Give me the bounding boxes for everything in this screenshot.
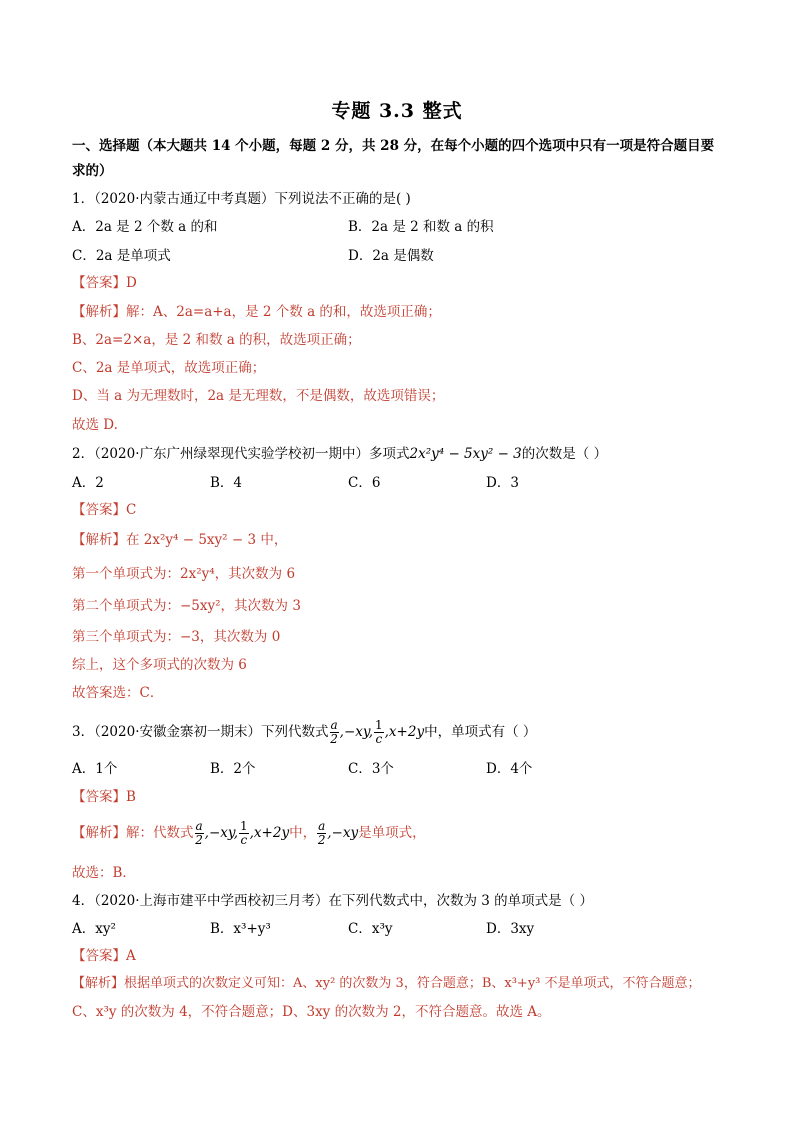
fraction-1-over-c: $\frac{1}{c}$ xyxy=(375,718,383,746)
q1-option-c: C．2a 是单项式 xyxy=(72,248,171,264)
fraction-a-over-2: $\frac{a}{2}$ xyxy=(195,819,203,847)
q3-stem: 3．（2020·安徽金寨初一期末）下列代数式 $\frac{a}{2}$ ,−xy, $\frac{1}{c}$ ,x+2y中，单项式有（ ） xyxy=(72,718,537,746)
q2-analysis-4: 第三个单项式为：−3，其次数为 0 xyxy=(72,629,281,645)
q2-expression: 2x²y⁴ − 5xy² − 3 xyxy=(409,446,522,462)
q3-option-d: D．4个 xyxy=(486,761,533,777)
q2-option-b: B．4 xyxy=(210,475,243,491)
q3-option-a: A．1个 xyxy=(72,761,118,777)
q4-option-d: D．3xy xyxy=(486,921,535,937)
q4-stem: 4．（2020·上海市建平中学西校初三月考）在下列代数式中，次数为 3 的单项式是（ ） xyxy=(72,893,593,909)
q1-option-d: D．2a 是偶数 xyxy=(348,248,434,264)
page-title: 专题 3.3 整式 xyxy=(331,100,463,122)
q4-option-c: C．x³y xyxy=(348,921,393,937)
q4-option-a: A．xy² xyxy=(72,921,116,937)
q2-stem xyxy=(72,445,607,463)
q1-analysis-1 xyxy=(72,303,441,321)
q2-stem-text: 2．（2020·广东广州绿翠现代实验学校初一期中）多项式 xyxy=(72,446,410,462)
q1-option-b: B．2a 是 2 和数 a 的积 xyxy=(348,219,494,235)
q3-analysis-2: 故选：B． xyxy=(72,865,136,881)
q4-analysis-text: 根据单项式的次数定义可知：A、xy² 的次数为 3，符合题意；B、x³+y³ 不是单项式，不符合题意； xyxy=(124,976,701,991)
q3-analysis-text: 解：代数式 xyxy=(126,825,194,841)
analysis-label: 【解析】 xyxy=(72,532,126,548)
q1-analysis-text: 解：A、2a=a+a，是 2 个数 a 的和，故选项正确； xyxy=(126,304,441,320)
q3-option-c: C．3个 xyxy=(348,761,394,777)
answer-label: 【答案】 xyxy=(72,948,126,964)
q2-stem-suffix: 的次数是（ ） xyxy=(521,446,608,462)
section-heading-cont: 求的） xyxy=(72,163,113,179)
analysis-label: 【解析】 xyxy=(72,976,125,991)
q1-option-a: A．2a 是 2 个数 a 的和 xyxy=(72,219,218,235)
section-heading: 一、选择题（本大题共 14 个小题，每题 2 分，共 28 分，在每个小题的四个选项中只有一项是符合题目要 xyxy=(72,138,715,154)
fraction-a-over-2: $\frac{a}{2}$ xyxy=(330,718,338,746)
q3-analysis-suffix: 是单项式， xyxy=(358,825,426,841)
q4-option-b: B．x³+y³ xyxy=(210,921,271,937)
q2-analysis-1 xyxy=(72,531,287,549)
analysis-label: 【解析】 xyxy=(72,304,126,320)
q4-analysis-1 xyxy=(72,975,701,993)
answer-label: 【答案】 xyxy=(72,789,126,805)
q3-answer xyxy=(72,788,136,806)
q2-analysis-text: 在 2x²y⁴ − 5xy² − 3 中， xyxy=(126,532,288,548)
q1-analysis-5: 故选 D. xyxy=(72,417,118,433)
q4-answer-value: A xyxy=(126,948,136,964)
q4-analysis-2: C、x³y 的次数为 4，不符合题意；D、3xy 的次数为 2，不符合题意。故选 A。 xyxy=(72,1004,551,1020)
q2-option-c: C．6 xyxy=(348,475,381,491)
q1-stem: 1．（2020·内蒙古通辽中考真题）下列说法不正确的是( ) xyxy=(72,191,411,207)
fraction-1-over-c: $\frac{1}{c}$ xyxy=(240,819,248,847)
q1-answer xyxy=(72,274,137,292)
q1-analysis-2: B、2a=2×a，是 2 和数 a 的积，故选项正确； xyxy=(72,332,361,348)
q3-answer-value: B xyxy=(126,789,136,805)
answer-label: 【答案】 xyxy=(72,502,126,518)
q3-stem-text: 3．（2020·安徽金寨初一期末）下列代数式 xyxy=(72,724,329,740)
q2-analysis-3: 第二个单项式为：−5xy²，其次数为 3 xyxy=(72,598,301,614)
q2-answer xyxy=(72,501,136,519)
q2-option-d: D．3 xyxy=(486,475,519,491)
q2-analysis-2: 第一个单项式为：2x²y⁴，其次数为 6 xyxy=(72,566,296,582)
q4-answer xyxy=(72,947,136,965)
fraction-a-over-2: $\frac{a}{2}$ xyxy=(317,819,326,847)
q3-option-b: B．2个 xyxy=(210,761,256,777)
q1-answer-value: D xyxy=(126,275,137,291)
q3-stem-suffix: 中，单项式有（ ） xyxy=(424,724,537,740)
q1-analysis-4: D、当 a 为无理数时，2a 是无理数，不是偶数，故选项错误； xyxy=(72,388,445,404)
q3-analysis-mid: 中， xyxy=(289,825,317,841)
q2-analysis-5: 综上，这个多项式的次数为 6 xyxy=(72,657,247,673)
analysis-label: 【解析】 xyxy=(72,825,126,841)
q2-analysis-6: 故答案选：C． xyxy=(72,685,164,701)
q1-analysis-3: C、2a 是单项式，故选项正确； xyxy=(72,360,266,376)
answer-label: 【答案】 xyxy=(72,275,126,291)
q2-option-a: A．2 xyxy=(72,475,104,491)
q3-analysis-1: 【解析】解：代数式 $\frac{a}{2}$ ,−xy, $\frac{1}{c}$ ,x+2y中， $\frac{a}{2}$ ,−xy是单项式， xyxy=(72,819,426,847)
q2-answer-value: C xyxy=(126,502,137,518)
